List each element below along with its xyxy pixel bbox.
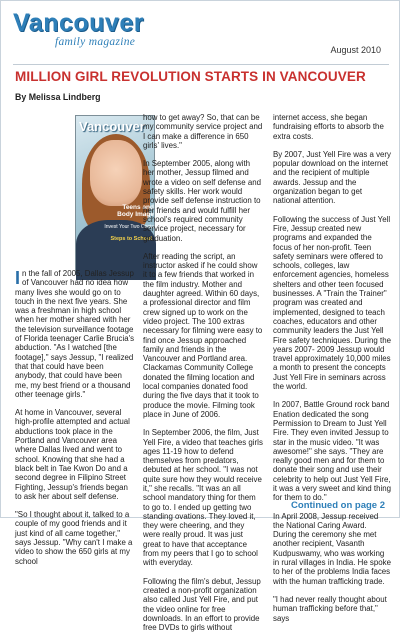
paragraph: At home in Vancouver, several high-profile attempted and actual abductions took place in the Portland and Vancouver area where Dallas lived and went to school. Knowing that she had a black belt in Tae Kwon Do and a second degree in Filipino Street Fighting, Jessup's friends began to ask her about self defense. — [15, 408, 130, 501]
masthead-divider — [13, 64, 389, 65]
paragraph — [15, 269, 135, 399]
paragraph: Following the film's debut, Jessup created a non-profit organization also called Just Yell Fire, and put the video online for free downloads. In an effort to provide free DVDs to girls without — [143, 576, 261, 633]
article-headline: MILLION GIRL REVOLUTION STARTS IN VANCOUVER — [15, 69, 366, 84]
paragraph: how to get away? So, that can be my community service project and I can make a difference in 650 girls' lives." — [143, 113, 263, 150]
article-column-2 — [143, 113, 263, 641]
masthead — [13, 9, 213, 61]
paragraph: In April 2008, Jessup received the National Caring Award. During the ceremony she met another recipient, Vasanth Kudpuswamy, who was working in rural villages in India. He spoke to her of the problems India faces with the human trafficking trade. — [273, 511, 391, 586]
cover-steps-headline: Steps to School — [110, 236, 152, 242]
paragraph: In September 2006, the film, Just Yell Fire, a video that teaches girls ages 11-19 how to defend themselves from predators, debuted at her school. "I was not quite sure how they would receive it," she recalls. "It was an all school mandatory thing for them to go to. I ended up getting two standing ovations. They loved it, they were cheering, and they were really proud. It was just great to have that acceptance from my peers that I go to school with everyday. — [143, 428, 263, 568]
cover-title: Vancouver — [79, 119, 145, 134]
continued-link[interactable]: Continued on page 2 — [291, 500, 385, 511]
masthead-title: Vancouver — [13, 9, 144, 37]
article-byline: By Melissa Lindberg — [15, 92, 101, 102]
paragraph: "So I thought about it, talked to a couple of my good friends and it just kind of all came together," says Jessup. "Why can't I make a video to show the 650 girls at my school — [15, 510, 133, 566]
cover-invest-headline: Invest Your Two Cents — [104, 224, 154, 230]
article-column-3 — [273, 113, 391, 632]
cover-teens-headline: Teens and Body Image — [117, 204, 154, 218]
paragraph: Following the success of Just Yell Fire, Jessup created new programs and expanded the focus of her non-profit. Teen safety seminars were offered to schools, colleges, law enforcement agencies, homeless shelters and other teen focused businesses. A "Train the Trainer" program was created and implemented, designed to teach coaches, educators and other community leaders the Just Yell Fire safety techniques. During the years 2007- 2009 Jessup would travel approximately 10,000 miles a month to present the concepts Just Yell Fire in seminars across the world. — [273, 214, 391, 392]
issue-date: August 2010 — [330, 45, 381, 55]
paragraph: In September 2005, along with her mother, Jessup filmed and wrote a video on self defense and safety skills. Her work would provide self defense instruction to her friends and would fulfill her school's required community service project, necessary for graduation. — [143, 159, 262, 243]
paragraph: In 2007, Battle Ground rock band Enation dedicated the song Permission to Dream to Just Yell Fire. They even invited Jessup to star in the music video. "It was awesome!" she says. "They are really good men and for them to donate their song and use their celebrity to help out Just Yell Fire, it was a very sweet and kind thing for them to do." — [273, 400, 391, 503]
drop-cap: I — [15, 268, 21, 288]
masthead-subtitle: family magazine — [55, 36, 136, 48]
cover-face — [90, 140, 142, 206]
article-column-1 — [15, 269, 135, 575]
paragraph: "I had never really thought about human trafficking before that," says — [273, 594, 387, 623]
paragraph-text: n the fall of 2005, Dallas Jessup of Vancouver had no idea how many lives she would go on to touch in the next five years. She was a freshman in high school when her mother shared with her the television surveillance footage of Florida teenager Carlie Brucia's abduction. "As I watched [the footage]," says Jessup, "I realized that that could have been anybody, that could have been me, my best friend or a thousand other teenage girls." — [15, 269, 135, 399]
paragraph: After reading the script, an instructor asked if he could show it to a few friends that worked in the film industry. Mother and daughter agreed. Within 60 days, a professional director and film crew signed up to work on the video project. The 100 extras necessary for filming were easy to find once Jessup approached family and friends in the Vancouver and Portland area. Clackamas Community College donated the filming location and local companies donated food during the five days that it took to produce the movie. Filming took place in June of 2006. — [143, 251, 263, 419]
paragraph: internet access, she began fundraising efforts to absorb the extra costs. — [273, 113, 384, 141]
paragraph: By 2007, Just Yell Fire was a very popular download on the internet and the recipient of multiple awards. Jessup and the organization began to get national attention. — [273, 149, 391, 206]
